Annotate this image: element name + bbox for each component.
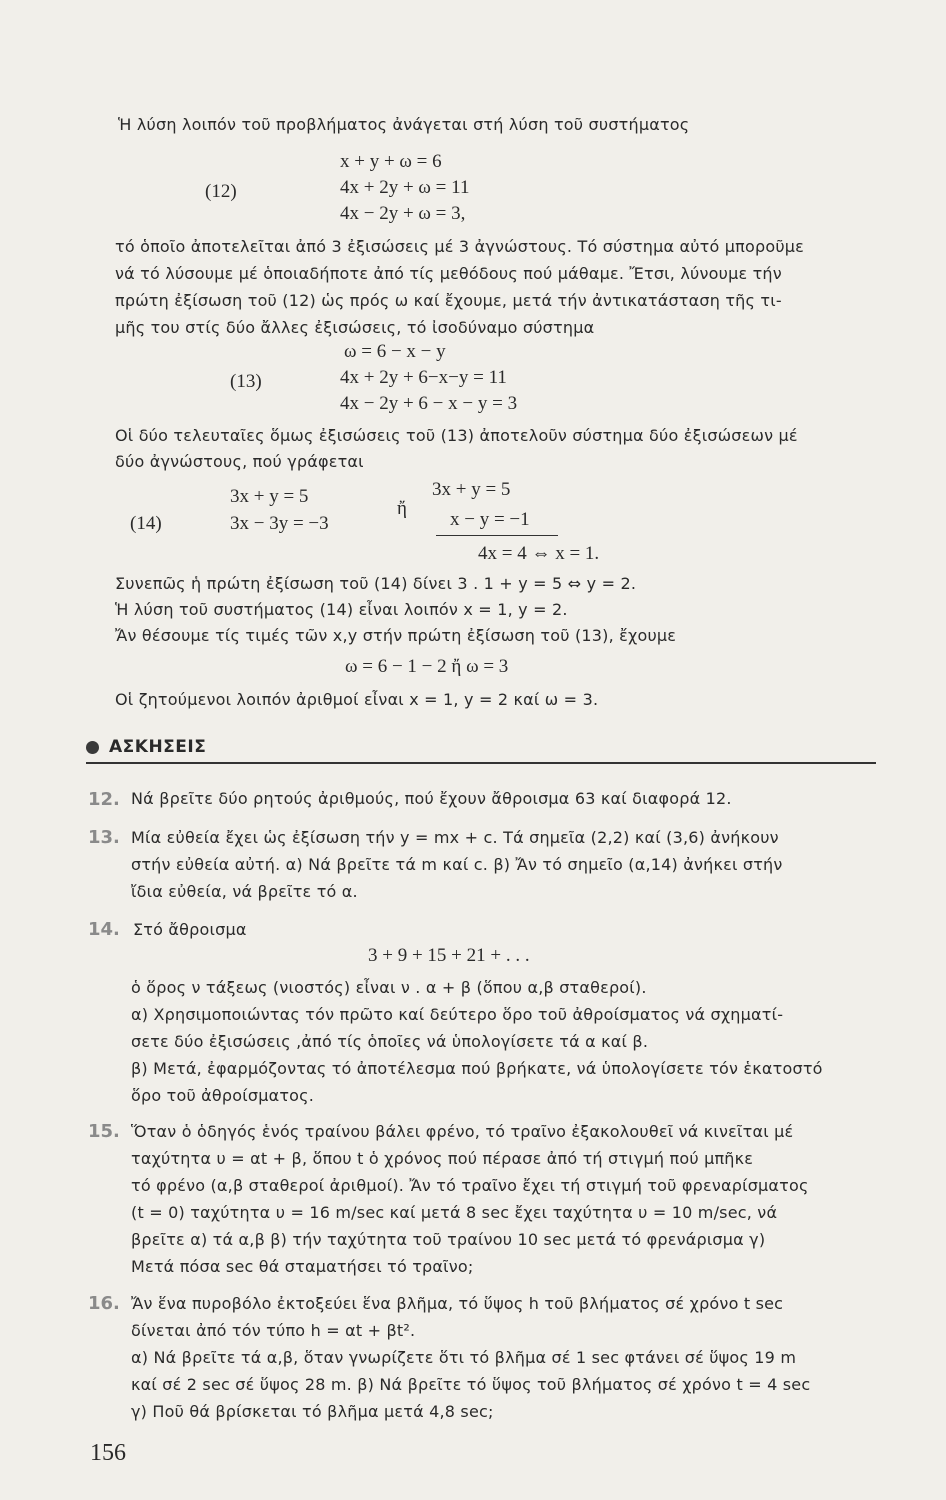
exercise-15-line: τό φρένο (α,β σταθεροί ἀριθμοί). Ἄν τό τραῖνο ἔχει τή στιγμή τοῦ φρεναρίσματος: [131, 1176, 809, 1195]
omega-equation: ω = 6 − 1 − 2 ἤ ω = 3: [345, 656, 509, 677]
exercise-14-line: β) Μετά, ἐφαρμόζοντας τό ἀποτέλεσμα πού βρήκατε, νά ὑπολογίσετε τόν ἑκατοστό: [131, 1059, 823, 1078]
system-13-label: (13): [230, 371, 262, 392]
system-12-eq-1: x + y + ω = 6: [340, 151, 442, 172]
system-13-eq-3: 4x − 2y + 6 − x − y = 3: [340, 393, 518, 414]
paragraph-line: Συνεπῶς ἡ πρώτη ἐξίσωση τοῦ (14) δίνει 3 . 1 + y = 5 ⇔ y = 2.: [115, 574, 637, 593]
or-word: ἤ: [397, 498, 407, 519]
exercise-13-number: 13.: [88, 827, 120, 848]
page-number: 156: [90, 1440, 126, 1466]
system-12-label: (12): [205, 181, 237, 202]
exercise-12-text: Νά βρεῖτε δύο ρητούς ἀριθμούς, πού ἔχουν ἄθροισμα 63 καί διαφορά 12.: [131, 789, 732, 808]
section-title: ΑΣΚΗΣΕΙΣ: [109, 737, 207, 757]
paragraph-line: Ἡ λύση τοῦ συστήματος (14) εἶναι λοιπόν x = 1, y = 2.: [115, 600, 568, 619]
paragraph-line: μῆς του στίς δύο ἄλλες ἐξισώσεις, τό ἰσοδύναμο σύστημα: [115, 318, 595, 337]
section-heading: [86, 735, 206, 759]
exercise-16-line: Ἄν ἕνα πυροβόλο ἐκτοξεύει ἕνα βλῆμα, τό ὕψος h τοῦ βλήματος σέ χρόνο t sec: [131, 1294, 784, 1313]
system-14-result: 4x = 4 ⇔ x = 1.: [478, 543, 600, 564]
system-12-eq-3: 4x − 2y + ω = 3,: [340, 203, 466, 224]
exercise-15-number: 15.: [88, 1121, 120, 1142]
exercise-16-line: γ) Ποῦ θά βρίσκεται τό βλῆμα μετά 4,8 sec;: [131, 1402, 494, 1421]
exercise-13-line: Μία εὐθεία ἔχει ὡς ἐξίσωση τήν y = mx + c. Τά σημεῖα (2,2) καί (3,6) ἀνήκουν: [131, 828, 779, 847]
bullet-icon: [86, 741, 99, 754]
paragraph-line: Οἱ δύο τελευταῖες ὅμως ἐξισώσεις τοῦ (13) ἀποτελοῦν σύστημα δύο ἐξισώσεων μέ: [115, 426, 798, 445]
paragraph-line: νά τό λύσουμε μέ ὁποιαδήποτε ἀπό τίς μεθόδους πού μάθαμε. Ἔτσι, λύνουμε τήν: [115, 264, 782, 283]
exercise-15-line: ταχύτητα υ = αt + β, ὅπου t ὁ χρόνος πού πέρασε ἀπό τή στιγμή πού μπῆκε: [131, 1149, 754, 1168]
system-13-eq-2: 4x + 2y + 6−x−y = 11: [340, 367, 507, 388]
exercise-13-line: στήν εὐθεία αὐτή. α) Νά βρεῖτε τά m καί c. β) Ἄν τό σημεῖο (α,14) ἀνήκει στήν: [131, 855, 783, 874]
system-14-label: (14): [130, 513, 162, 534]
conclusion-line: Οἱ ζητούμενοι λοιπόν ἀριθμοί εἶναι x = 1, y = 2 καί ω = 3.: [115, 690, 599, 709]
paragraph-line: Ἄν θέσουμε τίς τιμές τῶν x,y στήν πρώτη ἐξίσωση τοῦ (13), ἔχουμε: [115, 626, 677, 645]
system-14-left-eq-2: 3x − 3y = −3: [230, 513, 329, 534]
paragraph-line: πρώτη ἐξίσωση τοῦ (12) ὡς πρός ω καί ἔχουμε, μετά τήν ἀντικατάσταση τῆς τι-: [115, 291, 782, 310]
system-14-left-eq-1: 3x + y = 5: [230, 486, 309, 507]
system-12-eq-2: 4x + 2y + ω = 11: [340, 177, 470, 198]
exercise-14-series: 3 + 9 + 15 + 21 + . . .: [368, 945, 530, 966]
exercise-14-line: σετε δύο ἐξισώσεις ,ἀπό τίς ὁποῖες νά ὑπολογίσετε τά α καί β.: [131, 1032, 649, 1051]
system-14-right-eq-1: 3x + y = 5: [432, 479, 511, 500]
intro-line: Ἡ λύση λοιπόν τοῦ προβλήματος ἀνάγεται στή λύση τοῦ συστήματος: [118, 115, 690, 134]
exercise-13-line: ἴδια εὐθεία, νά βρεῖτε τό α.: [131, 882, 358, 901]
exercise-12-number: 12.: [88, 789, 120, 810]
exercise-16-number: 16.: [88, 1293, 120, 1314]
exercise-14-line: ὅρο τοῦ ἀθροίσματος.: [131, 1086, 315, 1105]
exercise-16-line: καί σέ 2 sec σέ ὕψος 28 m. β) Νά βρεῖτε τό ὕψος τοῦ βλήματος σέ χρόνο t = 4 sec: [131, 1375, 811, 1394]
exercise-14-line: Στό ἄθροισμα: [133, 920, 247, 939]
exercise-14-line: α) Χρησιμοποιώντας τόν πρῶτο καί δεύτερο ὅρο τοῦ ἀθροίσματος νά σχηματί-: [131, 1005, 784, 1024]
sum-rule: [436, 535, 558, 536]
exercise-16-line: α) Νά βρεῖτε τά α,β, ὅταν γνωρίζετε ὅτι τό βλῆμα σέ 1 sec φτάνει σέ ὕψος 19 m: [131, 1348, 797, 1367]
paragraph-line: τό ὁποῖο ἀποτελεῖται ἀπό 3 ἐξισώσεις μέ 3 ἀγνώστους. Τό σύστημα αὐτό μποροῦμε: [115, 237, 805, 256]
exercise-16-line: δίνεται ἀπό τόν τύπο h = αt + βt².: [131, 1321, 416, 1340]
system-13-eq-1: ω = 6 − x − y: [344, 341, 446, 362]
exercise-15-line: βρεῖτε α) τά α,β β) τήν ταχύτητα τοῦ τραίνου 10 sec μετά τό φρενάρισμα γ): [131, 1230, 766, 1249]
exercise-14-number: 14.: [88, 919, 120, 940]
exercise-15-line: Μετά πόσα sec θά σταματήσει τό τραῖνο;: [131, 1257, 474, 1276]
paragraph-line: δύο ἀγνώστους, πού γράφεται: [115, 452, 364, 471]
exercise-15-line: (t = 0) ταχύτητα υ = 16 m/sec καί μετά 8 sec ἔχει ταχύτητα υ = 10 m/sec, νά: [131, 1203, 778, 1222]
exercise-14-line: ὁ ὅρος ν τάξεως (νιοστός) εἶναι ν . α + β (ὅπου α,β σταθεροί).: [131, 978, 647, 997]
exercise-15-line: Ὅταν ὁ ὁδηγός ἑνός τραίνου βάλει φρένο, τό τραῖνο ἐξακολουθεῖ νά κινεῖται μέ: [131, 1122, 794, 1141]
system-14-right-eq-2: x − y = −1: [450, 509, 530, 530]
section-rule: [86, 762, 876, 764]
